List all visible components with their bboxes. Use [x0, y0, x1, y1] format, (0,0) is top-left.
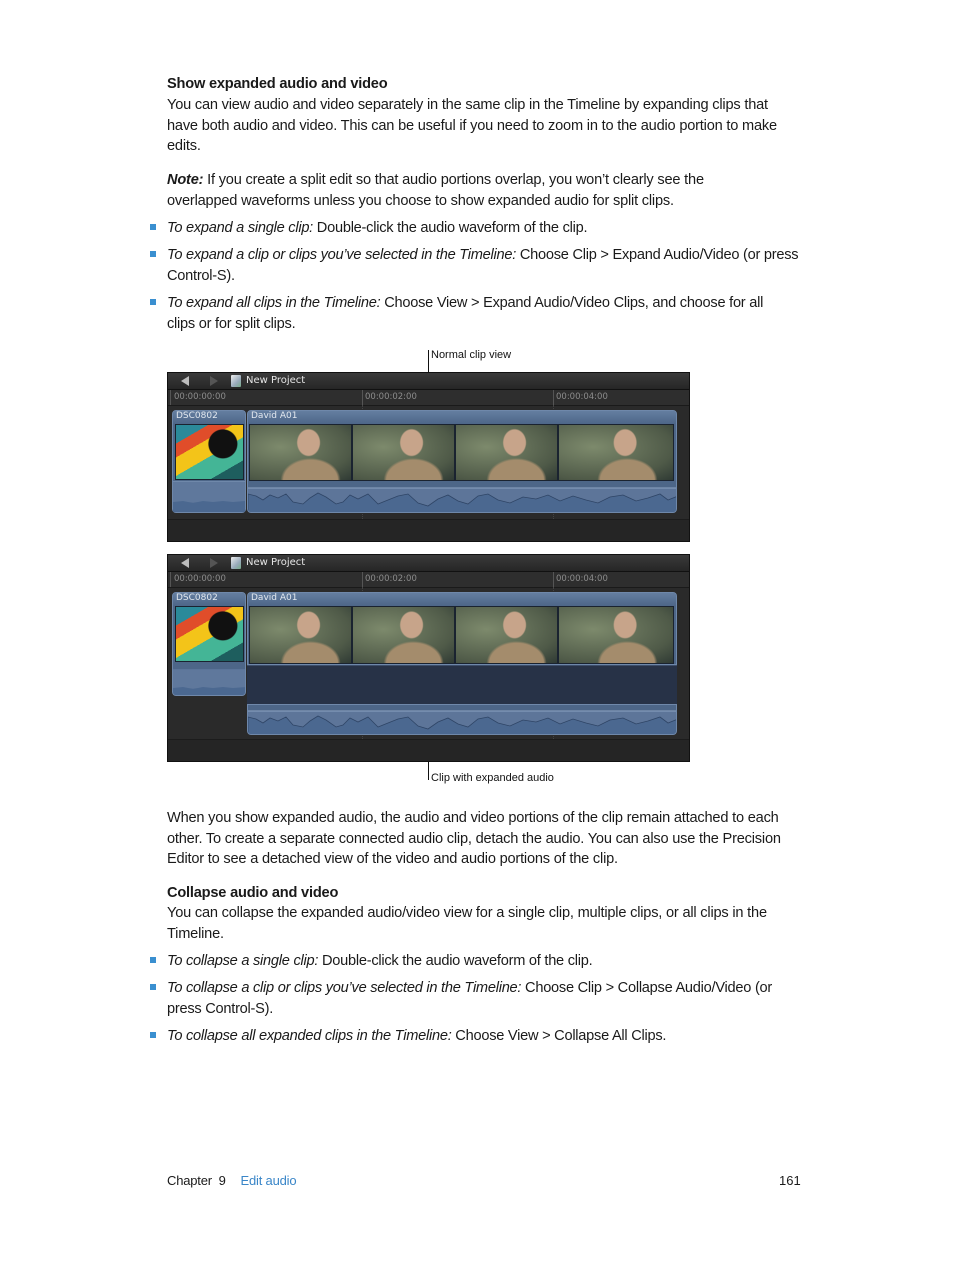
clip-thumbnail: [175, 606, 244, 662]
bullet-icon: [150, 251, 156, 257]
audio-waveform-dsc0802[interactable]: [172, 481, 246, 513]
note-label: Note:: [167, 172, 204, 188]
timeline-ruler[interactable]: [168, 572, 689, 588]
timeline-ruler[interactable]: [168, 390, 689, 406]
waveform-icon: [173, 663, 246, 696]
forward-arrow-icon[interactable]: [210, 558, 218, 568]
timeline-normal: [167, 372, 690, 542]
section-heading-collapse: Collapse audio and video: [167, 885, 339, 901]
audio-waveform-dsc0802[interactable]: [173, 663, 246, 696]
page-number: 161: [779, 1173, 801, 1188]
clip-header: [248, 411, 676, 424]
bullet-icon: [150, 957, 156, 963]
bullet-item: [167, 951, 807, 972]
clip-thumbnail: [558, 424, 674, 481]
ruler-tick: [170, 572, 171, 587]
bullet-lead: To expand a single clip:: [167, 220, 313, 236]
bullet-item: [167, 245, 807, 286]
clip-dsc0802[interactable]: [172, 410, 246, 487]
section-paragraph: When you show expanded audio, the audio and video portions of the clip remain attached to each other. To create a separate connected audio clip, detach the audio. You can also use the Precision Editor to see a detached view of the video and audio portions of the clip.: [167, 810, 781, 867]
bullet-lead: To collapse all expanded clips in the Timeline:: [167, 1028, 452, 1044]
project-title: New Project: [246, 375, 306, 386]
bullet-item: [167, 218, 807, 239]
project-icon: [231, 557, 241, 569]
bullet-body: Choose View > Expand Audio/Video Clips, and choose for all clips or for split clips.: [167, 295, 764, 332]
bullet-item: [167, 1026, 807, 1047]
bullet-lead: To collapse a single clip:: [167, 953, 319, 969]
bullet-body: Choose View > Collapse All Clips.: [451, 1028, 667, 1044]
clip-thumbnail: [249, 424, 352, 481]
timeline-toolbar: [168, 373, 689, 390]
waveform-icon: [248, 482, 677, 513]
section-intro: You can collapse the expanded audio/video view for a single clip, multiple clips, or all clips in the Timeline.: [167, 905, 767, 942]
audio-waveform-david-expanded[interactable]: [247, 704, 677, 735]
note-text: If you create a split edit so that audio portions overlap, you won’t clearly see the overlapped waveforms unless you choose to show expanded audio for split clips.: [167, 172, 704, 209]
empty-track: [168, 519, 689, 542]
waveform-icon: [248, 705, 677, 735]
clip-thumbnail: [455, 424, 558, 481]
section-paragraph: You can view audio and video separately in the same clip in the Timeline by expanding clips that have both audio and video. This can be useful if you need to zoom in to the audio portion to make edits.: [167, 97, 777, 154]
back-arrow-icon[interactable]: [181, 376, 189, 386]
bullet-lead: To collapse a clip or clips you’ve selected in the Timeline:: [167, 980, 522, 996]
clip-header: [248, 593, 676, 606]
ruler-tick: [553, 390, 554, 405]
ruler-tick: [170, 390, 171, 405]
timecode: 00:00:00:00: [174, 392, 226, 402]
empty-track: [168, 739, 689, 762]
clip-david-a01-video[interactable]: [247, 592, 677, 665]
clip-thumbnail: [249, 606, 352, 664]
ruler-tick: [362, 390, 363, 405]
clip-thumbnail: [455, 606, 558, 664]
audio-waveform-david[interactable]: [248, 482, 677, 513]
timecode: 00:00:00:00: [174, 574, 226, 584]
callout-line: [428, 350, 429, 372]
bullet-icon: [150, 299, 156, 305]
bullet-lead: To expand all clips in the Timeline:: [167, 295, 381, 311]
ruler-tick: [553, 572, 554, 587]
timecode: 00:00:04:00: [556, 574, 608, 584]
bullet-body: Choose Clip > Collapse Audio/Video (or press Control-S).: [167, 980, 773, 1017]
callout-normal-clip-view: Normal clip view: [431, 349, 512, 361]
timecode: 00:00:02:00: [365, 392, 417, 402]
clip-name: DSC0802: [176, 411, 218, 421]
bullet-lead: To expand a clip or clips you’ve selected in the Timeline:: [167, 247, 517, 263]
timeline-toolbar: [168, 555, 689, 572]
timecode: 00:00:04:00: [556, 392, 608, 402]
clip-name: David A01: [251, 411, 298, 421]
clip-dsc0802[interactable]: [172, 592, 246, 696]
expanded-gap: [247, 665, 677, 705]
bullet-icon: [150, 224, 156, 230]
clip-thumbnail: [175, 424, 244, 480]
chapter-label: Chapter 9: [167, 1173, 226, 1188]
bullet-body: Double-click the audio waveform of the clip.: [318, 953, 593, 969]
section-heading-show-expanded: Show expanded audio and video: [167, 76, 388, 92]
waveform-icon: [173, 482, 245, 512]
chapter-link[interactable]: Edit audio: [240, 1173, 297, 1188]
bullet-item: [167, 978, 792, 1019]
footer-chapter: [167, 1173, 296, 1188]
bullet-body: Double-click the audio waveform of the clip.: [313, 220, 588, 236]
timecode: 00:00:02:00: [365, 574, 417, 584]
bullet-icon: [150, 1032, 156, 1038]
callout-line: [428, 762, 429, 780]
callout-expanded-audio: Clip with expanded audio: [431, 772, 554, 784]
note: [167, 170, 767, 211]
bullet-item: [167, 293, 787, 334]
forward-arrow-icon[interactable]: [210, 376, 218, 386]
clip-thumbnail: [352, 424, 455, 481]
clip-thumbnail: [352, 606, 455, 664]
project-title: New Project: [246, 557, 306, 568]
ruler-tick: [362, 572, 363, 587]
project-icon: [231, 375, 241, 387]
timeline-expanded: [167, 554, 690, 762]
bullet-icon: [150, 984, 156, 990]
clip-name: David A01: [251, 593, 298, 603]
clip-thumbnail: [558, 606, 674, 664]
bullet-body: Choose Clip > Expand Audio/Video (or press Control-S).: [167, 247, 799, 284]
clip-name: DSC0802: [176, 593, 218, 603]
back-arrow-icon[interactable]: [181, 558, 189, 568]
clip-david-a01[interactable]: [247, 410, 677, 513]
